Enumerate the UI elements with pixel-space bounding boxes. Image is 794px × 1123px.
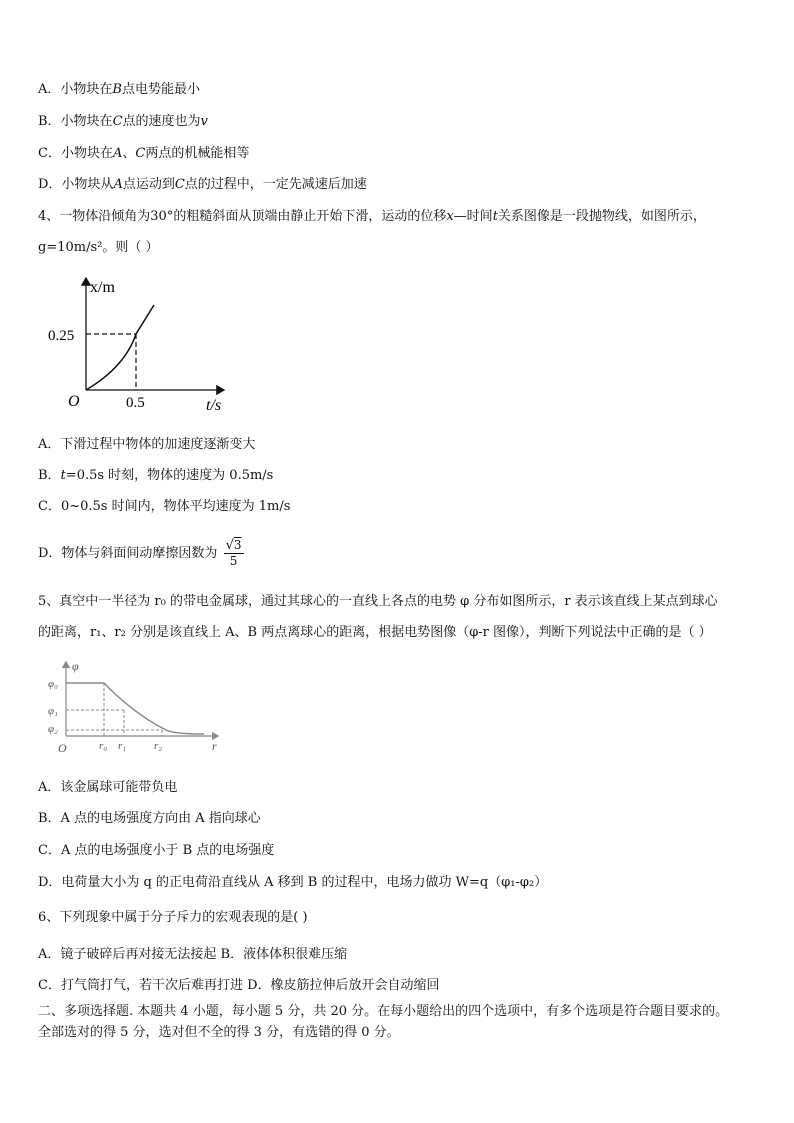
q4-origin: O — [68, 393, 80, 410]
section2-line2: 全部选对的得 5 分，选对但不全的得 3 分，有选错的得 0 分。 — [38, 1025, 400, 1040]
q5-option-d: D．电荷量大小为 q 的正电荷沿直线从 A 移到 B 的过程中，电场力做功 W=q（φ₁-φ₂） — [38, 875, 548, 890]
q5-option-c: C．A 点的电场强度小于 B 点的电场强度 — [38, 843, 275, 858]
q5-curve — [66, 683, 204, 734]
q5-origin: O — [58, 741, 67, 755]
q5-option-b: B．A 点的电场强度方向由 A 指向球心 — [38, 811, 261, 826]
q5-stem-line1: 5、真空中一半径为 r₀ 的带电金属球，通过其球心的一直线上各点的电势 φ 分布如图所示，r 表示该直线上某点到球心 — [38, 594, 718, 609]
sqrt-symbol: √ — [225, 538, 234, 553]
q4-graph — [40, 272, 240, 412]
q3-option-c: C．小物块在A、C两点的机械能相等 — [38, 146, 250, 161]
q4-stem-line1: 4、一物体沿倾角为30°的粗糙斜面从顶端由静止开始下滑，运动的位移x—时间t关系图像是一段抛物线，如图所示， — [38, 209, 706, 224]
q5-stem-line2: 的距离，r₁、r₂ 分别是该直线上 A、B 两点离球心的距离，根据电势图像（φ-r 图像），判断下列说法中正确的是（ ） — [38, 625, 712, 640]
q4-ytick: 0.25 — [48, 328, 75, 344]
q3-option-d: D．小物块从A点运动到C点的过程中，一定先减速后加速 — [38, 177, 367, 192]
q4-xtick: 0.5 — [126, 395, 145, 411]
section2-line1: 二、多项选择题. 本题共 4 小题，每小题 5 分，共 20 分。在每小题给出的四个选项中，有多个选项是符合题目要求的。 — [38, 1004, 729, 1019]
q5-r0: r₀ — [99, 740, 108, 752]
q5-r2: r₂ — [154, 740, 163, 752]
q5-phi2: φ₂ — [48, 723, 58, 735]
q5-option-a: A．该金属球可能带负电 — [38, 780, 178, 795]
q6-options-row2: C．打气筒打气，若干次后难再打进 D．橡皮筋拉伸后放开会自动缩回 — [38, 978, 440, 993]
q4-option-a: A．下滑过程中物体的加速度逐渐变大 — [38, 437, 256, 452]
q6-options-row1: A．镜子破碎后再对接无法接起 B．液体体积很难压缩 — [38, 947, 348, 962]
q4-ylabel: x/m — [90, 279, 115, 296]
q5-xlabel: r — [212, 739, 217, 753]
q5-r1: r₁ — [118, 740, 127, 752]
q3-option-a: A．小物块在B点电势能最小 — [38, 82, 200, 97]
q4-curve — [86, 305, 154, 390]
q5-graph — [44, 656, 234, 756]
q5-ylabel: φ — [72, 659, 79, 673]
q4-xlabel: t/s — [206, 397, 222, 412]
q4-stem-line2: g=10m/s²。则（ ） — [38, 240, 159, 255]
q4-option-b: B．t=0.5s 时刻，物体的速度为 0.5m/s — [38, 468, 274, 483]
q3-option-b: B．小物块在C点的速度也为v — [38, 114, 208, 129]
q4-option-d: D．物体与斜面间动摩擦因数为 $\frac{√3}{5}$ — [38, 538, 242, 568]
q4-option-c: C．0~0.5s 时间内，物体平均速度为 1m/s — [38, 499, 291, 514]
q6-stem: 6、下列现象中属于分子斥力的宏观表现的是( ) — [38, 910, 308, 925]
q5-phi1: φ₁ — [48, 705, 58, 717]
q5-phi0: φ₀ — [48, 678, 58, 690]
q4-option-d-fraction: $\frac{√3}{5}$ — [225, 538, 242, 568]
